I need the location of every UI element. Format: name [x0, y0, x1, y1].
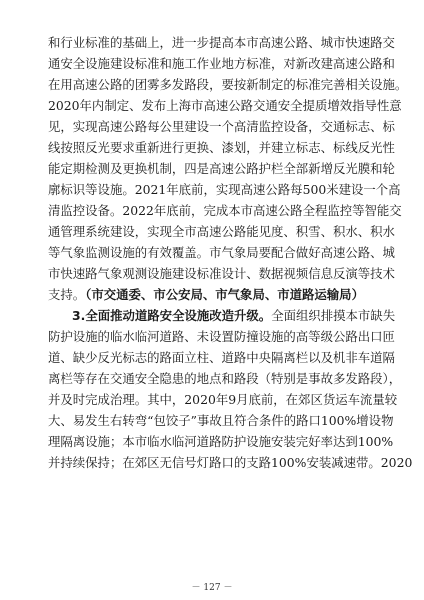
support-text: 支持。	[48, 287, 86, 302]
text-line: 清监控设备。2022年底前，完成本市高速公路全程监控等智能交	[48, 203, 402, 218]
text-line: 大、易发生右转弯“包饺子”事故且符合条件的路口100%增设物	[48, 413, 394, 428]
text-line: 线按照反光要求重新进行更换、漆划，并建立标志、标线反光性	[48, 140, 395, 155]
text-line: 见，实现高速公路每公里建设一个高清监控设备，交通标志、标	[48, 119, 395, 134]
text-line: 等气象监测设施的有效覆盖。市气象局要配合做好高速公路、城	[48, 245, 395, 260]
section-heading: 3.全面推动道路安全设施改造升级。	[72, 308, 272, 323]
section-text: 全面组织排摸本市缺失	[271, 308, 396, 323]
responsible-agencies: （市交通委、市公安局、市气象局、市道路运输局）	[85, 287, 364, 302]
text-line: 并持续保持；在郊区无信号灯路口的支路100%安装减速带。2020	[48, 455, 413, 470]
text-line: 和行业标准的基础上，进一步提高本市高速公路、城市快速路交	[48, 35, 395, 50]
text-line: 廓标识等设施。2021年底前，实现高速公路每500米建设一个高	[48, 182, 401, 197]
text-line	[48, 287, 376, 303]
text-line	[72, 308, 396, 324]
text-line: 在用高速公路的团雾多发路段，要按新制定的标准完善相关设施。	[48, 77, 408, 92]
text-line: 能定期检测及更换机制，四是高速公路护栏全部新增反光膜和轮	[48, 161, 395, 176]
text-line: 离栏等存在交通安全隐患的地点和路段（特别是事故多发路段），	[48, 371, 402, 386]
text-line: 通安全设施建设标准和施工作业地方标准，对新改建高速公路和	[48, 56, 395, 71]
text-line: 道、缺少反光标志的路面立柱、道路中央隔离栏以及机非车道隔	[48, 350, 395, 365]
text-line: 防护设施的临水临河道路、未设置防撞设施的高等级公路出口匝	[48, 329, 395, 344]
text-line: 市快速路气象观测设施建设标准设计、数据视频信息反演等技术	[48, 266, 395, 281]
page-number: － 127 －	[191, 583, 233, 593]
text-line: 并及时完成治理。其中，2020年9月底前，在郊区货运车流量较	[48, 392, 398, 407]
text-line: 理隔离设施；本市临水临河道路防护设施安装完好率达到100%	[48, 434, 394, 449]
text-line: 2020年内制定、发布上海市高速公路交通安全提质增效指导性意	[48, 98, 402, 113]
text-line: 通管理系统建设，实现全市高速公路能见度、积雪、积水、积水	[48, 224, 395, 239]
